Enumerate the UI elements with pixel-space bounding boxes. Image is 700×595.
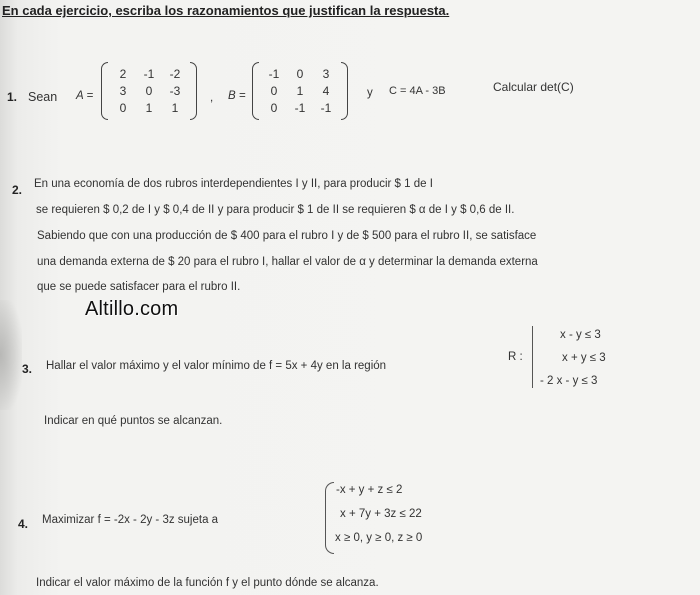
page-shadow	[0, 300, 22, 410]
matrix-a-label: A =	[76, 90, 94, 102]
exercise-4-number: 4.	[18, 517, 29, 531]
instructions-heading: En cada ejercicio, escriba los razonamientos que justifican la respuesta.	[2, 3, 450, 18]
conjunction-y: y	[367, 87, 373, 99]
exercise-1-task: Calcular det(C)	[493, 80, 574, 94]
constraint-1: -x + y + z ≤ 2	[336, 484, 403, 496]
exercise-4-note: Indicar el valor máximo de la función f y el punto dónde se alcanza.	[36, 577, 379, 589]
matrix-b-cell: 1	[296, 84, 304, 98]
matrix-a-cell: -2	[169, 67, 181, 81]
exercise-1-number: 1.	[7, 90, 18, 104]
matrix-b-cell: 0	[296, 67, 304, 81]
region-constraint-3: - 2 x - y ≤ 3	[540, 375, 598, 387]
exercise-1-lead: Sean	[28, 90, 58, 104]
matrix-a-cell: 0	[145, 84, 153, 98]
exercise-2-line-3: Sabiendo que con una producción de $ 400 para el rubro I y de $ 500 para el rubro II, se satisface	[37, 230, 537, 242]
matrix-b-cell: 3	[322, 67, 330, 81]
matrix-a-cell: 2	[119, 67, 127, 81]
region-brace	[532, 326, 535, 388]
matrix-b-cell: 0	[270, 101, 278, 115]
constraint-3: x ≥ 0, y ≥ 0, z ≥ 0	[335, 532, 423, 544]
matrix-separator: ,	[210, 92, 214, 104]
matrix-b	[252, 62, 348, 120]
region-constraint-1: x - y ≤ 3	[560, 329, 601, 341]
exercise-2-number: 2.	[12, 183, 23, 197]
watermark-logo: Altillo.com	[85, 298, 179, 320]
matrix-a	[101, 62, 197, 120]
matrix-b-label: B =	[228, 90, 246, 102]
matrix-c-definition: C = 4A - 3B	[389, 85, 446, 97]
matrix-a-cell: 0	[119, 101, 127, 115]
constraints-brace	[325, 482, 334, 554]
exercise-2-line-1: En una economía de dos rubros interdependientes I y II, para producir $ 1 de I	[34, 178, 433, 190]
matrix-a-cell: 3	[119, 84, 127, 98]
exercise-2-line-4: una demanda externa de $ 20 para el rubro I, hallar el valor de α y determinar la demanda externa	[37, 256, 538, 268]
exercise-3-note: Indicar en qué puntos se alcanzan.	[44, 415, 223, 427]
matrix-b-cell: -1	[294, 101, 306, 115]
matrix-b-cell: 0	[270, 84, 278, 98]
matrix-b-cell: -1	[268, 67, 280, 81]
exercise-4-statement: Maximizar f = -2x - 2y - 3z sujeta a	[42, 514, 219, 526]
matrix-b-cell: 4	[322, 84, 330, 98]
region-constraint-2: x + y ≤ 3	[562, 352, 606, 364]
exercise-3-number: 3.	[22, 362, 33, 376]
constraint-2: x + 7y + 3z ≤ 22	[340, 508, 422, 520]
matrix-a-cell: 1	[171, 101, 179, 115]
matrix-b-cell: -1	[320, 101, 332, 115]
exercise-2-line-2: se requieren $ 0,2 de I y $ 0,4 de II y para producir $ 1 de II se requieren $ α de I y $ 0,6 de II.	[36, 204, 515, 216]
region-label: R :	[508, 351, 523, 363]
exercise-2-line-5: que se puede satisfacer para el rubro II.	[37, 281, 241, 293]
matrix-a-cell: -3	[169, 84, 181, 98]
exercise-3-statement: Hallar el valor máximo y el valor mínimo de f = 5x + 4y en la región	[46, 360, 387, 372]
matrix-a-cell: -1	[143, 67, 155, 81]
matrix-a-cell: 1	[145, 101, 153, 115]
